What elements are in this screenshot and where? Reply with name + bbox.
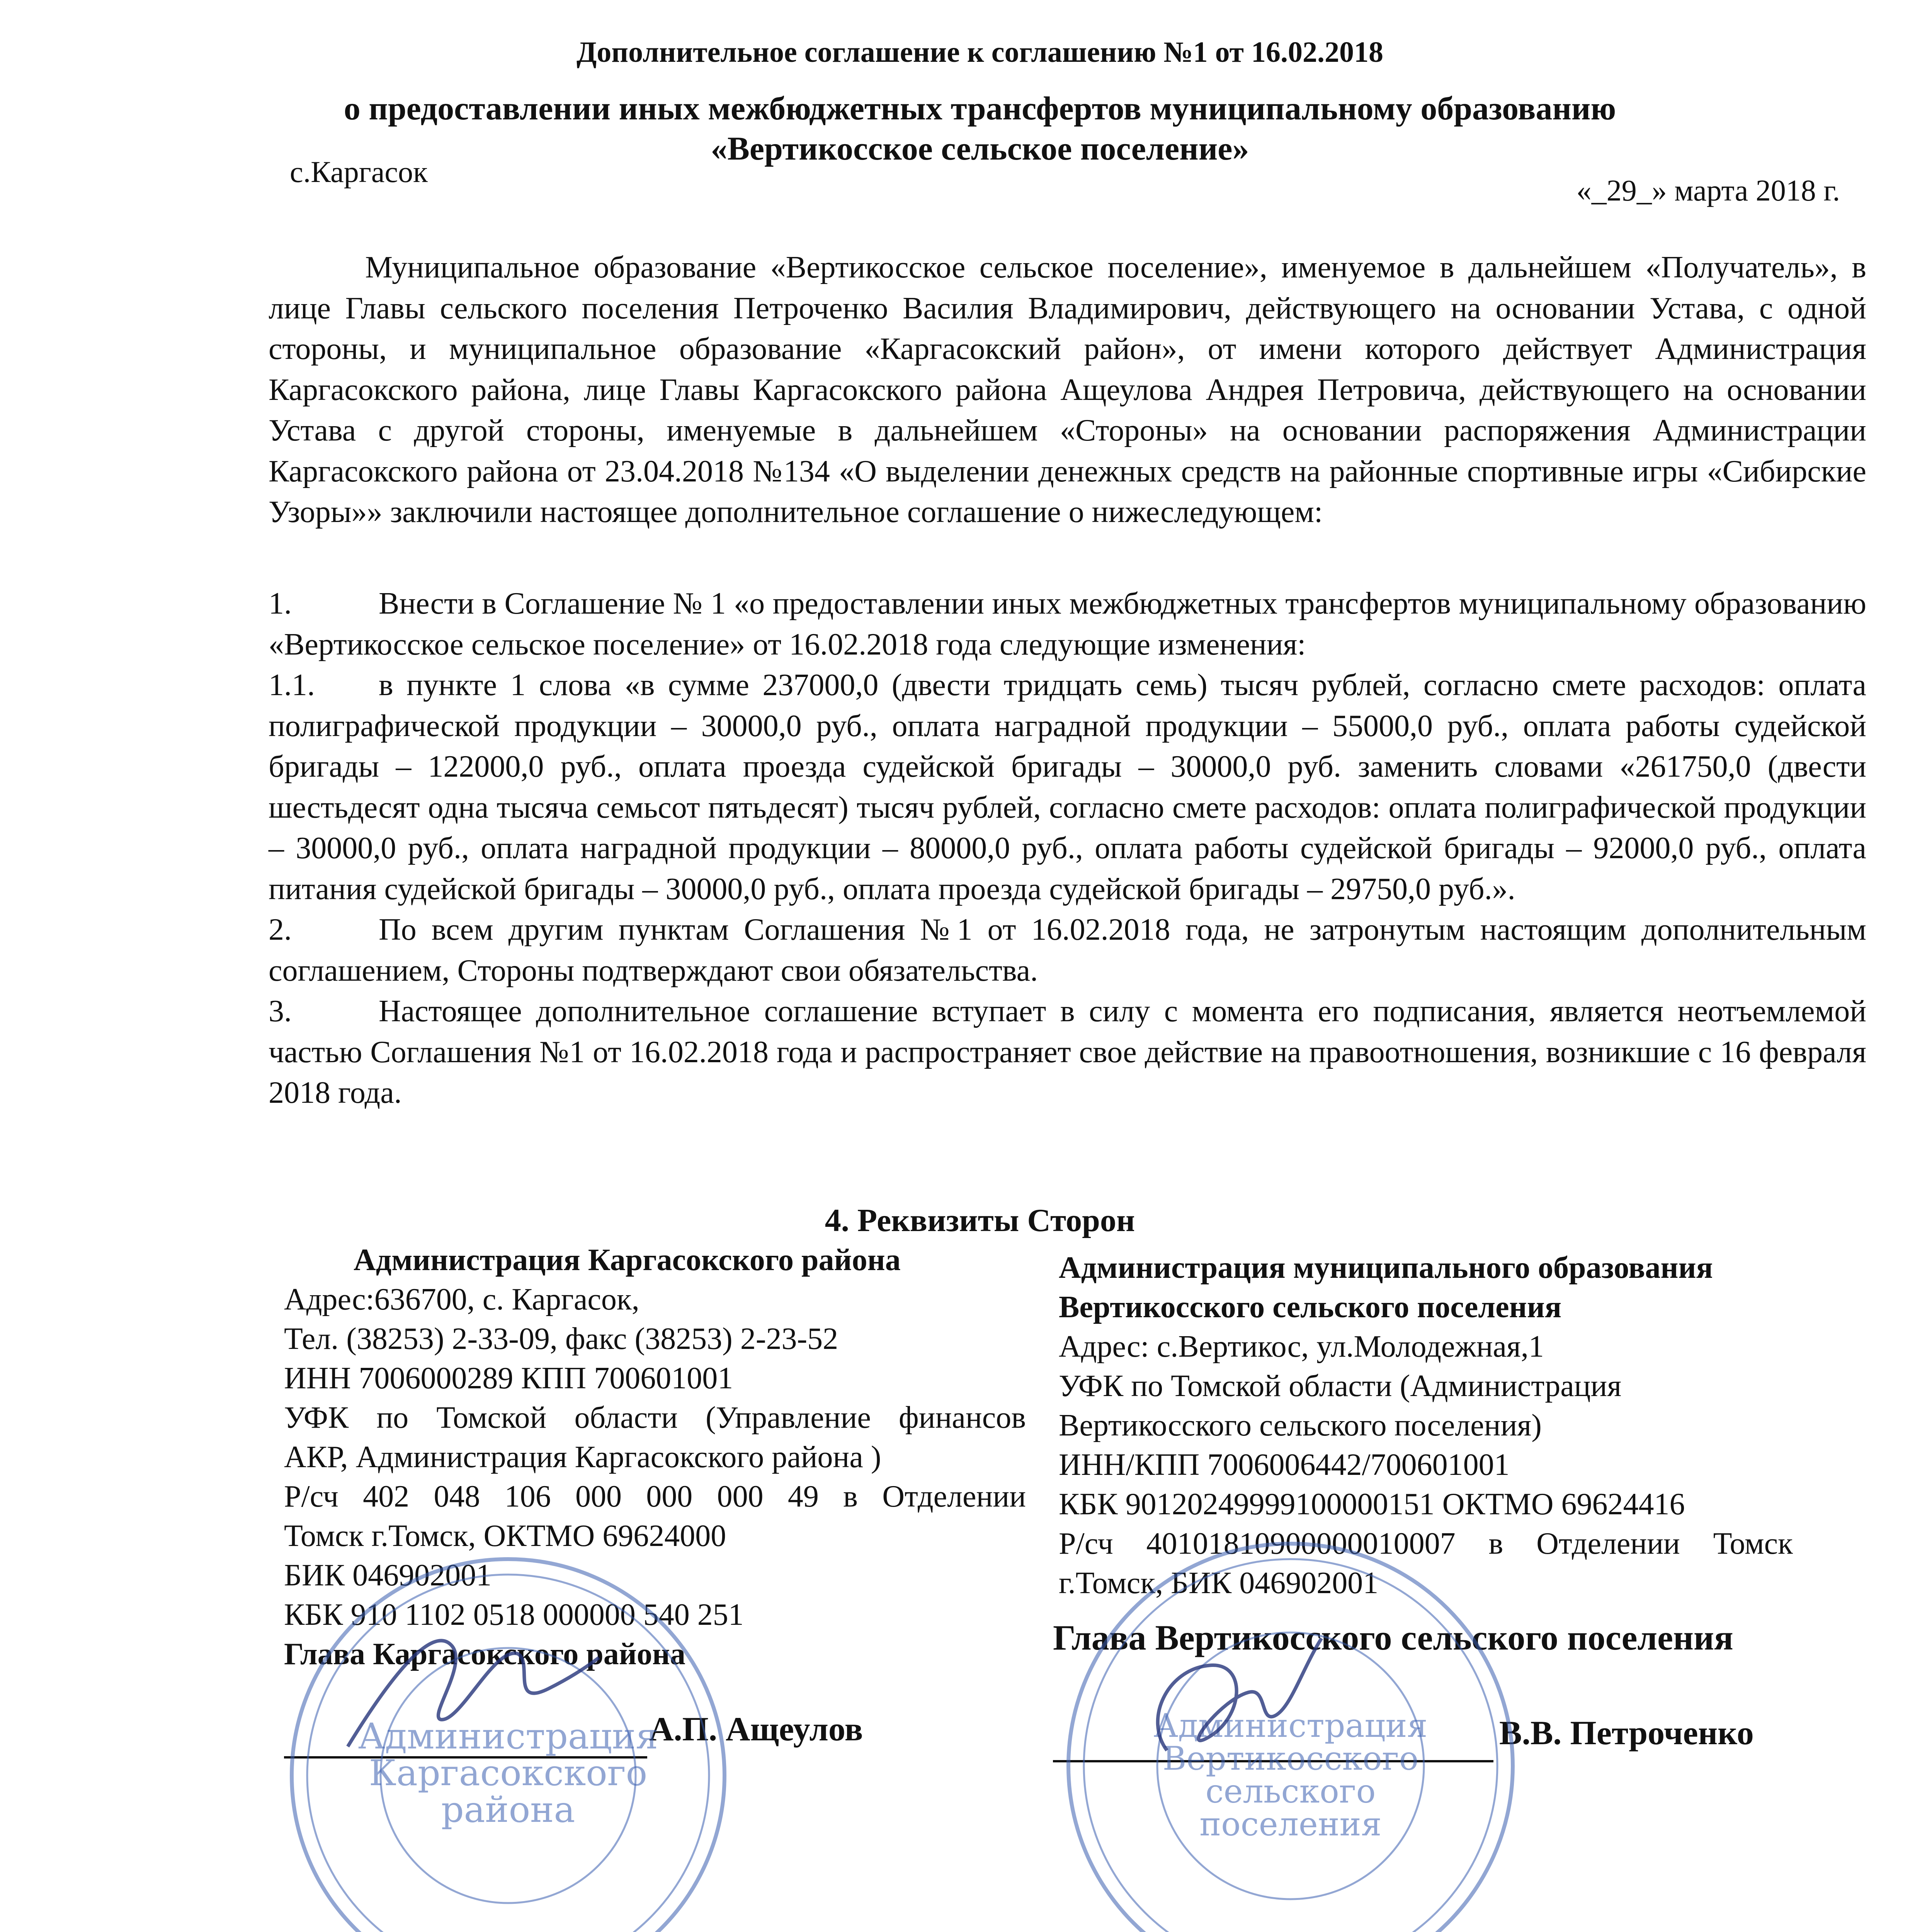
left-phone: Тел. (38253) 2-33-09, факс (38253) 2-23-52	[284, 1322, 838, 1356]
right-org-2: Вертикосского сельского поселения	[1059, 1290, 1562, 1324]
svg-text:Вертикосского: Вертикосского	[1162, 1740, 1419, 1777]
left-org: Администрация Каргасокского района	[354, 1243, 901, 1277]
right-signature	[1121, 1623, 1352, 1777]
document-place: с.Каргасок	[290, 155, 428, 189]
right-account-1: Р/сч 40101810900000010007 в Отделении Томск	[1059, 1527, 1793, 1561]
right-inn: ИНН/КПП 7006006442/700601001	[1059, 1448, 1510, 1482]
item-number: 1.1.	[269, 668, 315, 702]
left-account-2: Томск г.Томск, ОКТМО 69624000	[284, 1519, 726, 1553]
item-text: Настоящее дополнительное соглашение вступает в силу с момента его подписания, является неотъемлемой частью Соглашения №1 от 16.02.2018 года и распространяет свое действие на правоотношения, возникшие с 16 февраля 2018 года.	[269, 994, 1866, 1110]
right-signer-title: Глава Вертикосского сельского поселения	[1053, 1618, 1733, 1657]
item-number: 3.	[269, 994, 292, 1028]
document-title: Дополнительное соглашение к соглашению №1 от 16.02.2018	[577, 36, 1383, 68]
svg-text:сельского: сельского	[1205, 1772, 1376, 1810]
item-text: в пункте 1 слова «в сумме 237000,0 (двести тридцать семь) тысяч рублей, согласно смете расходов: оплата полиграфической продукции – 30000,0 руб., оплата наградной продукции – 55000,0 руб., оплата работы судейской бригады – 122000,0 руб., оплата проезда судейской бригады – 30000,0 руб. заменить словами «261750,0 (двести шестьдесят одна тысяча семьсот пятьдесят) тысяч рублей, согласно смете расходов: оплата полиграфической продукции – 30000,0 руб., оплата наградной продукции – 80000,0 руб., оплата работы судейской бригады – 92000,0 руб., оплата питания судейской бригады – 30000,0 руб., оплата проезда судейской бригады – 29750,0 руб.».	[269, 668, 1866, 906]
left-inn: ИНН 7006000289 КПП 700601001	[284, 1361, 733, 1395]
subtitle-line-1: о предоставлении иных межбюджетных трансфертов муниципальному образованию	[344, 90, 1616, 127]
item-2	[269, 910, 1866, 991]
left-address: Адрес:636700, с. Каргасок,	[284, 1282, 639, 1316]
item-text: Внести в Соглашение № 1 «о предоставлении иных межбюджетных трансфертов муниципальному образованию «Вертикосское сельское поселение» от 16.02.2018 года следующие изменения:	[269, 587, 1866, 662]
item-3	[269, 991, 1866, 1114]
svg-text:района: района	[441, 1789, 575, 1830]
subtitle-line-2: «Вертикосское сельское поселение»	[711, 130, 1249, 167]
item-text: По всем другим пунктам Соглашения №1 от 16.02.2018 года, не затронутым настоящим дополнительным соглашением, Стороны подтверждают свои обязательства.	[269, 913, 1866, 988]
right-ufk-2: Вертикосского сельского поселения)	[1059, 1408, 1542, 1442]
svg-text:поселения: поселения	[1199, 1805, 1382, 1843]
right-address: Адрес: с.Вертикос, ул.Молодежная,1	[1059, 1330, 1544, 1364]
document-date: «_29_» марта 2018 г.	[1576, 173, 1840, 207]
requisites-title: 4. Реквизиты Сторон	[825, 1202, 1135, 1238]
right-ufk-1: УФК по Томской области (Администрация	[1059, 1369, 1622, 1403]
svg-text:Администрация: Администрация	[1153, 1707, 1428, 1745]
left-bik: БИК 046902001	[284, 1558, 492, 1592]
item-1-1	[269, 665, 1866, 910]
right-signer-name: В.В. Петроченко	[1499, 1714, 1754, 1752]
svg-text:Администрация: Администрация	[358, 1716, 658, 1757]
left-signer-title: Глава Каргасокского района	[284, 1637, 685, 1671]
items-block	[269, 583, 1866, 1114]
left-signer-name: А.П. Ащеулов	[649, 1711, 863, 1748]
left-account-1: Р/сч 402 048 106 000 000 000 49 в Отделении	[284, 1480, 1026, 1514]
item-number: 2.	[269, 913, 292, 947]
preamble-text: Муниципальное образование «Вертикосское сельское поселение», именуемое в дальнейшем «Получатель», в лице Главы сельского поселения Петроченко Василия Владимирович, действующего на основании Устава, с одной стороны, и муниципальное образование «Каргасокский район», от имени которого действует Администрация Каргасокского района, лице Главы Каргасокского района Ащеулова Андрея Петровича, действующего на основании Устава с другой стороны, именуемые в дальнейшем «Стороны» на основании распоряжения Администрации Каргасокского района от 23.04.2018 №134 «О выделении денежных средств на районные спортивные игры «Сибирские Узоры»» заключили настоящее дополнительное соглашение о нижеследующем:	[269, 250, 1866, 529]
item-number: 1.	[269, 587, 292, 621]
right-org-1: Администрация муниципального образования	[1059, 1251, 1713, 1285]
preamble-block	[269, 247, 1866, 533]
left-kbk: КБК 910 1102 0518 000000 540 251	[284, 1598, 744, 1632]
left-ufk-2: АКР, Администрация Каргасокского района )	[284, 1440, 881, 1474]
left-ufk-1: УФК по Томской области (Управление финансов	[284, 1401, 1026, 1435]
right-account-2: г.Томск, БИК 046902001	[1059, 1566, 1379, 1600]
svg-text:Каргасокского: Каргасокского	[369, 1752, 648, 1794]
left-signature	[332, 1600, 603, 1754]
item-1	[269, 583, 1866, 665]
right-kbk: КБК 90120249999100000151 ОКТМО 69624416	[1059, 1487, 1685, 1521]
